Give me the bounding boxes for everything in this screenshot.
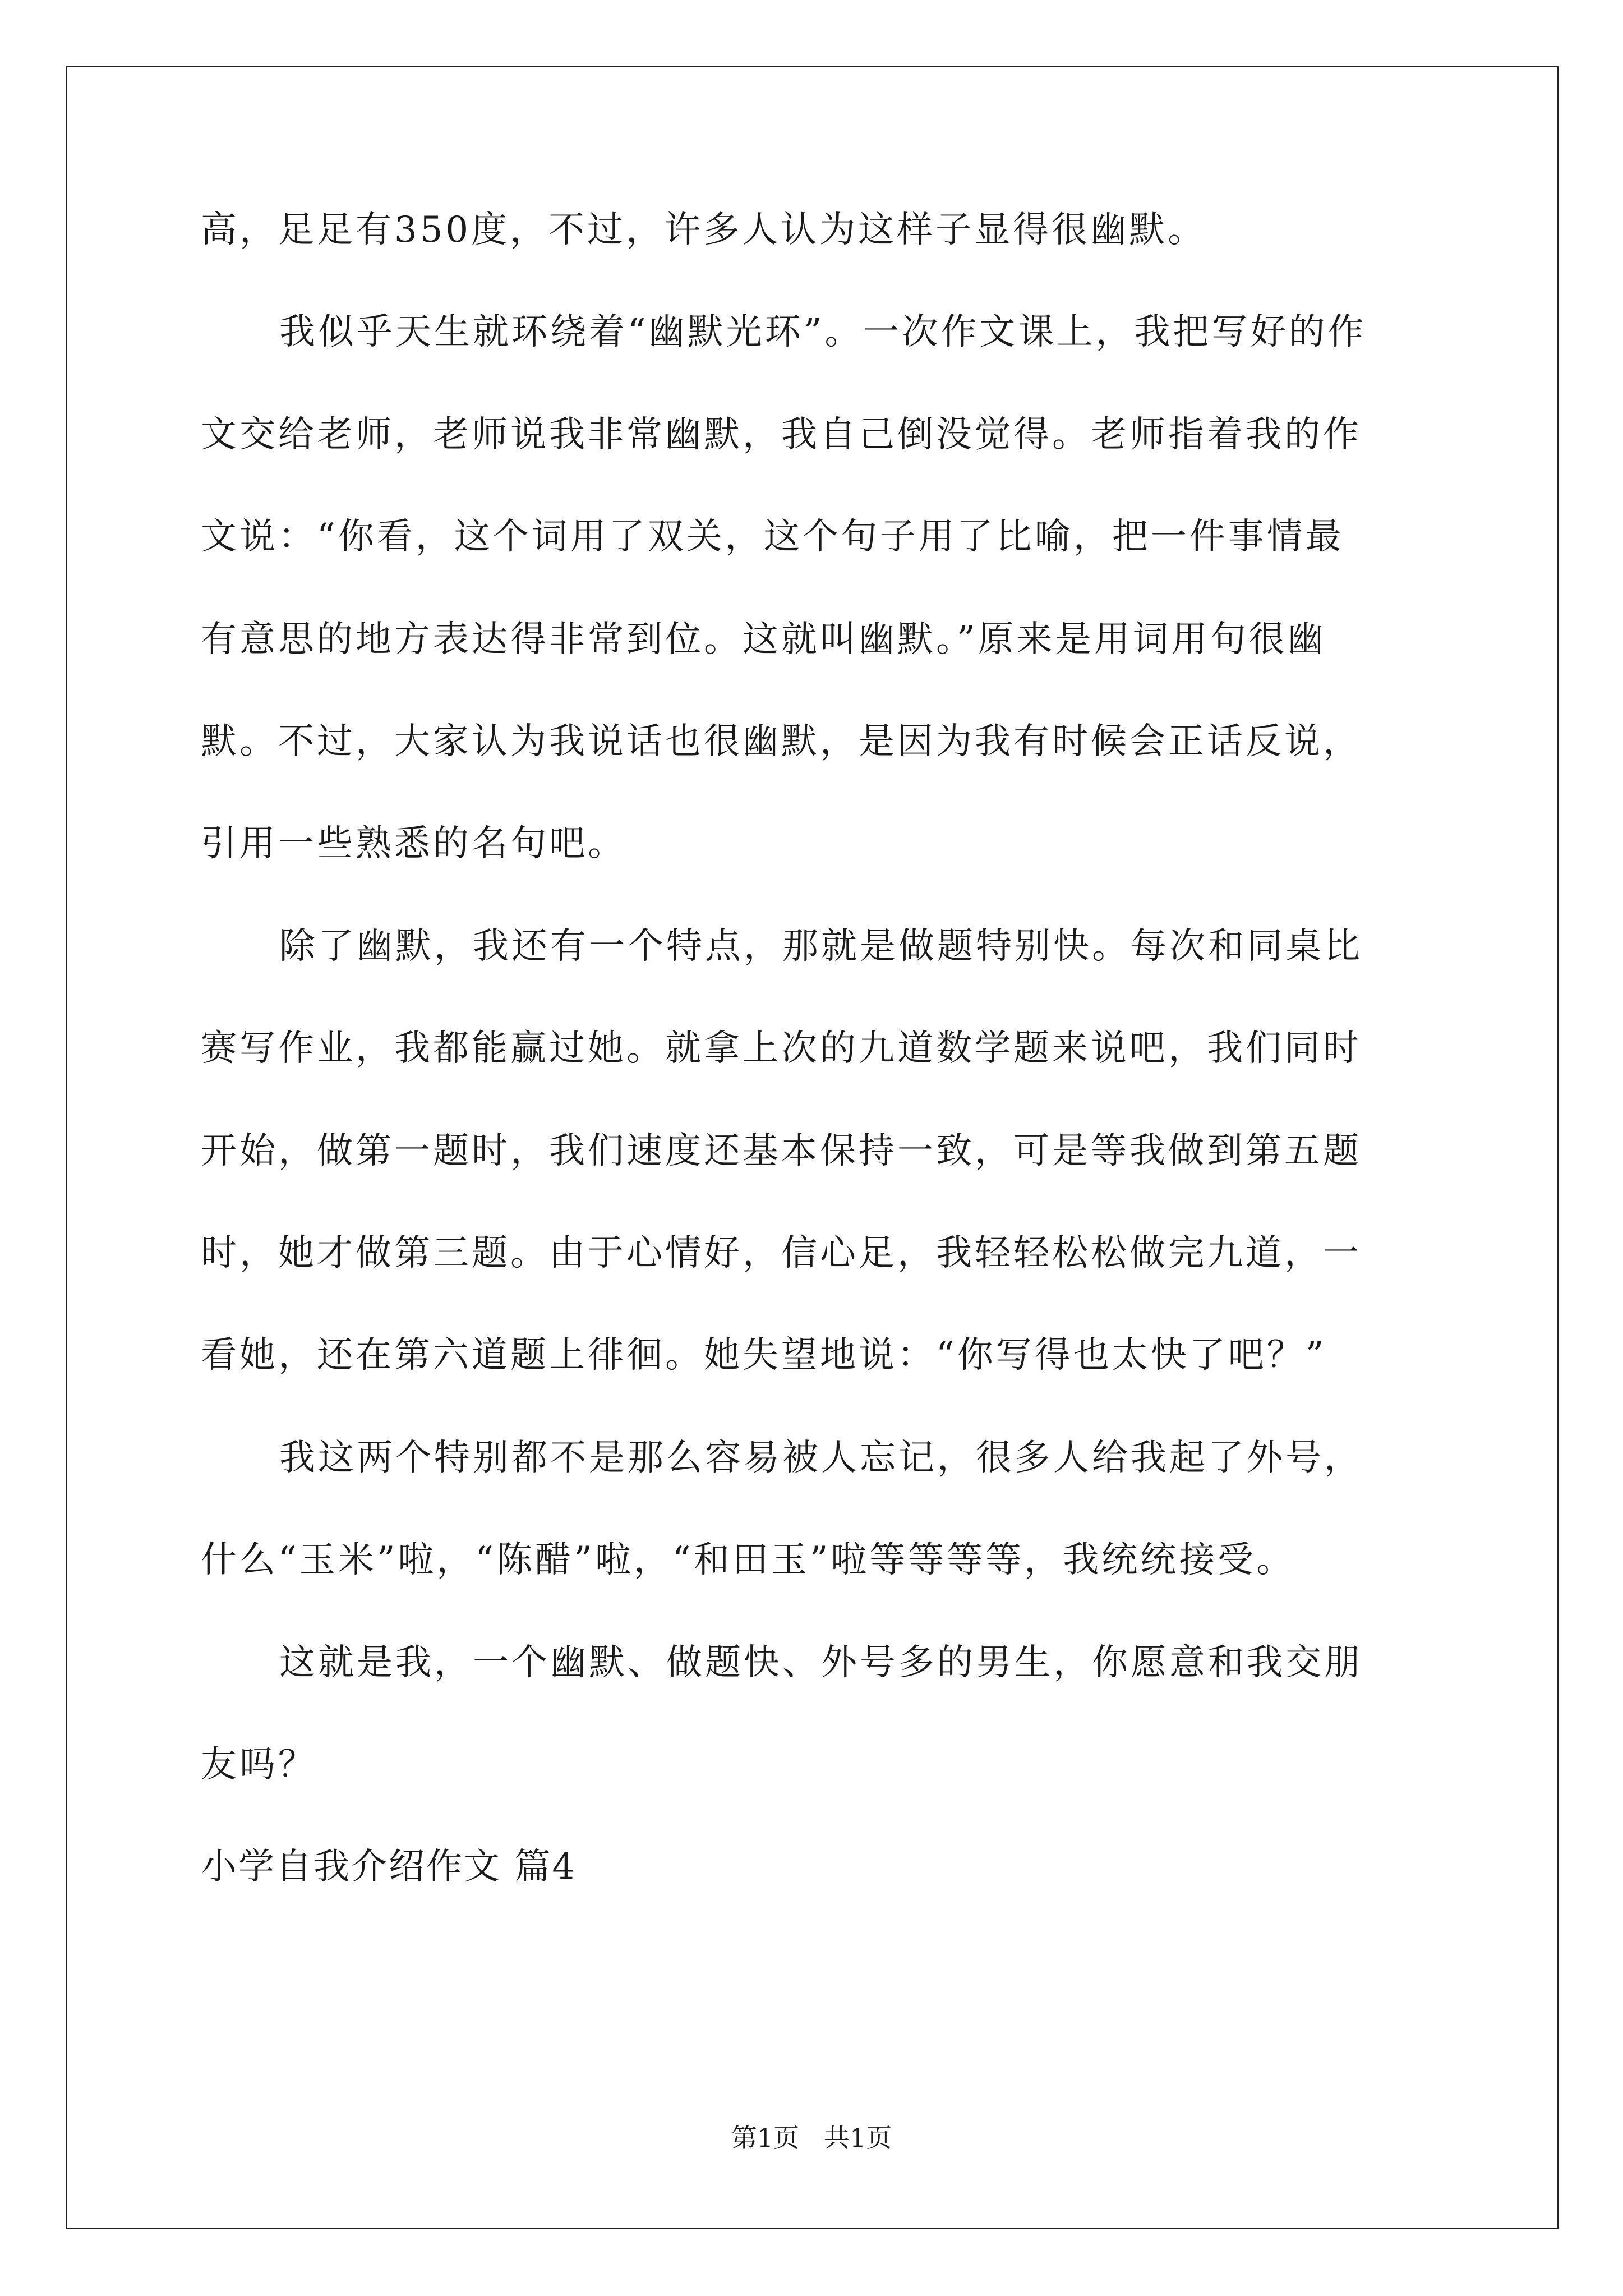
text-line: 引用一些熟悉的名句吧。 [201, 823, 626, 864]
text-line: 有意思的地方表达得非常到位。这就叫幽默。”原来是用词用句很幽 [201, 619, 1326, 660]
text-line: 什么“玉米”啦，“陈醋”啦，“和田玉”啦等等等等，我统统接受。 [201, 1539, 1295, 1581]
section-heading: 小学自我介绍作文 篇4 [201, 1846, 577, 1888]
text-line: 除了幽默，我还有一个特点，那就是做题特别快。每次和同桌比 [279, 926, 1363, 967]
text-line: 我似乎天生就环绕着“幽默光环”。一次作文课上，我把写好的作 [279, 311, 1367, 353]
text-line: 看她，还在第六道题上徘徊。她失望地说：“你写得也太快了吧？” [201, 1335, 1327, 1376]
text-line: 文交给老师，老师说我非常幽默，我自己倒没觉得。老师指着我的作 [201, 414, 1362, 455]
page-footer [0, 2125, 1623, 2151]
text-line: 高，足足有350度，不过，许多人认为这样子显得很幽默。 [201, 209, 1207, 251]
text-line: 默。不过，大家认为我说话也很幽默，是因为我有时候会正话反说， [201, 721, 1362, 762]
text-line: 这就是我，一个幽默、做题快、外号多的男生，你愿意和我交朋 [279, 1642, 1363, 1683]
text-line: 我这两个特别都不是那么容易被人忘记，很多人给我起了外号， [279, 1437, 1363, 1479]
text-line: 赛写作业，我都能赢过她。就拿上次的九道数学题来说吧，我们同时 [201, 1028, 1362, 1069]
text-line: 开始，做第一题时，我们速度还基本保持一致，可是等我做到第五题 [201, 1130, 1362, 1172]
page-total: 共1页 [824, 2123, 892, 2153]
text-line: 友吗？ [201, 1744, 317, 1786]
text-line: 时，她才做第三题。由于心情好，信心足，我轻轻松松做完九道，一 [201, 1232, 1362, 1274]
text-line: 文说：“你看，这个词用了双关，这个句子用了比喻，把一件事情最 [201, 516, 1344, 558]
page-number: 第1页 [731, 2123, 799, 2153]
